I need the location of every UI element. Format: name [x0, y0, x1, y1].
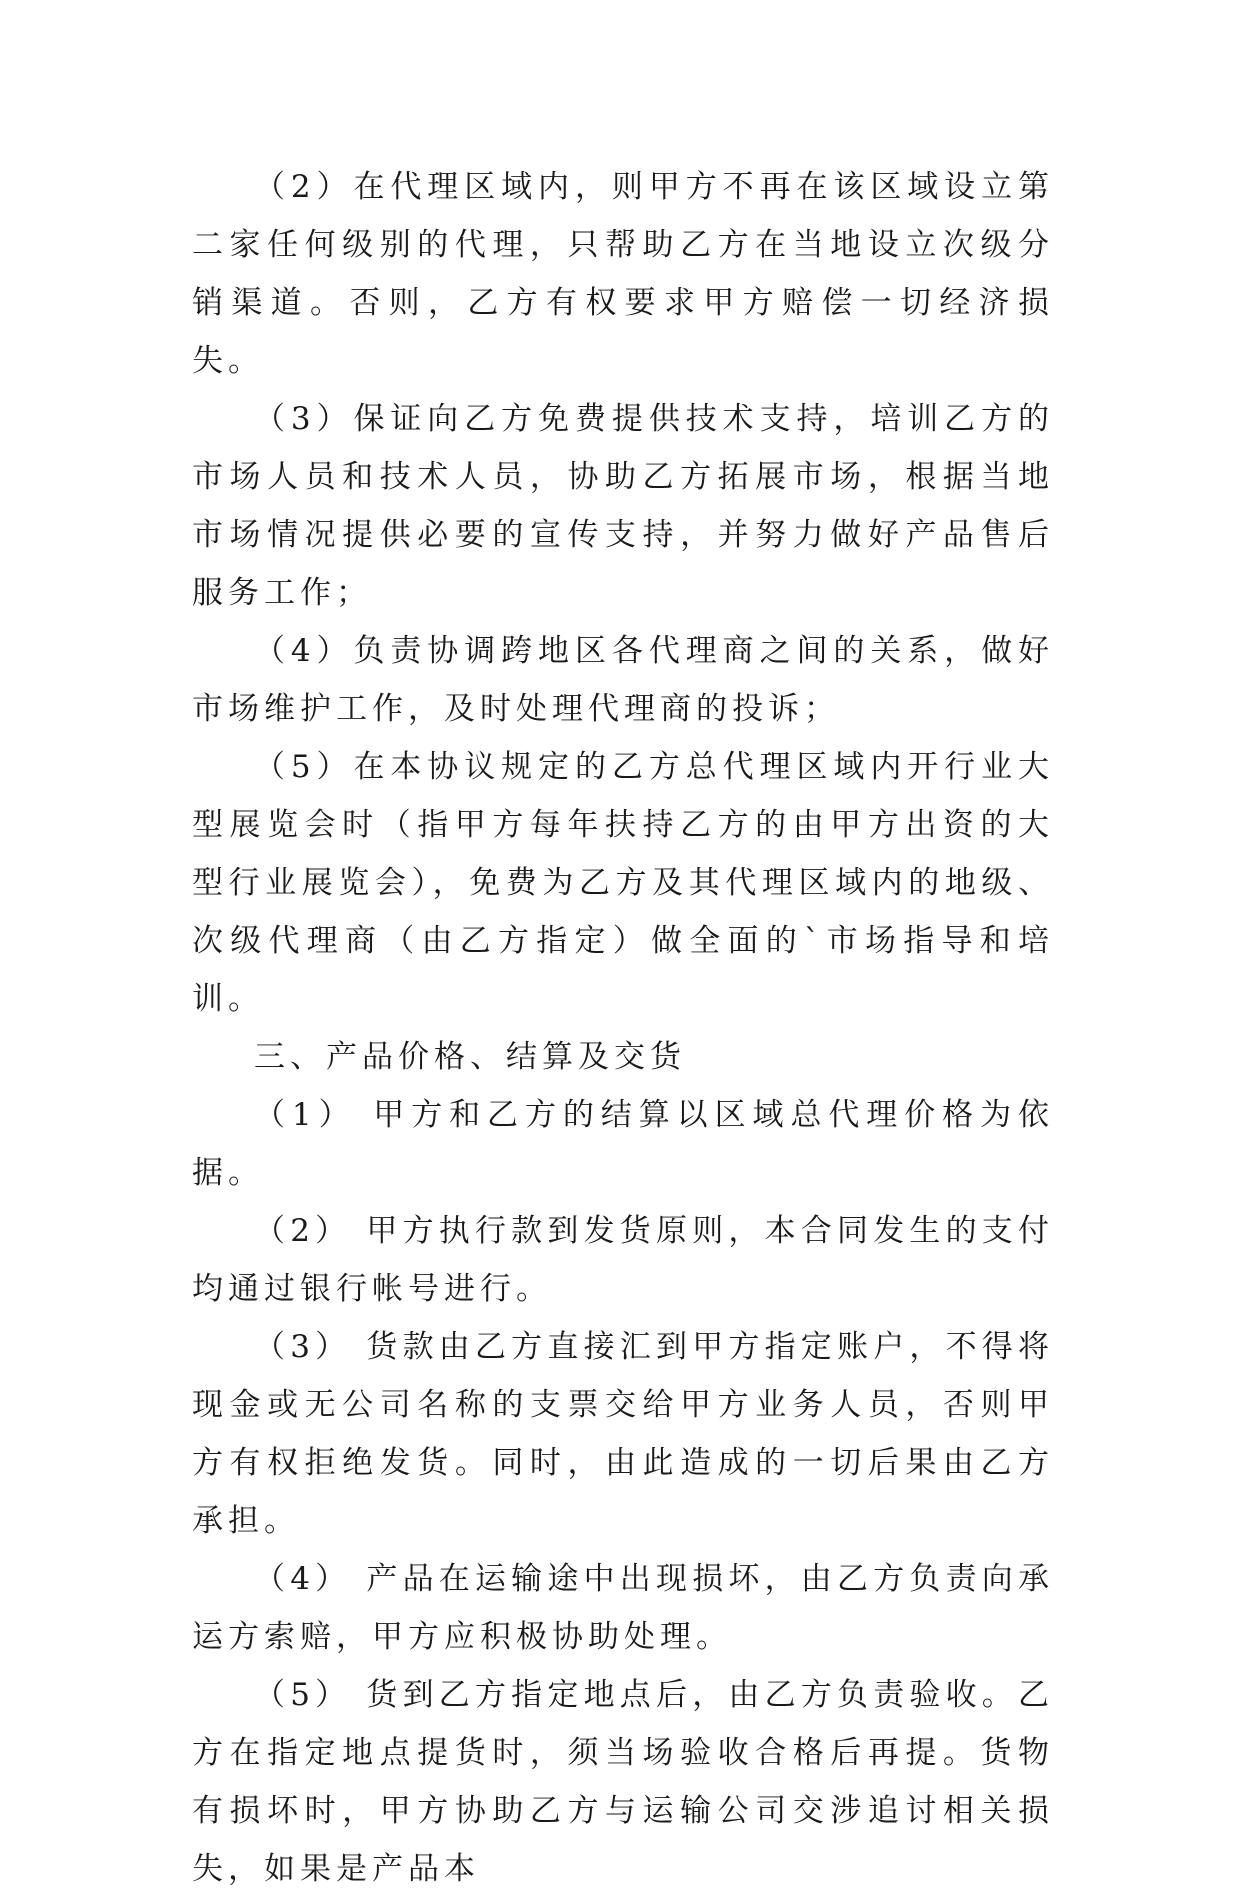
paragraph-transport-damage: （4） 产品在运输途中出现损坏，由乙方负责向承运方索赔，甲方应积极协助处理。 [192, 1561, 1054, 1655]
paragraph-technical-support: （3）保证向乙方免费提供技术支持，培训乙方的市场人员和技术人员，协助乙方拓展市场，根据当地市场情况提供必要的宣传支持，并努力做好产品售后服务工作； [192, 401, 1054, 611]
document-body [192, 158, 1054, 1898]
paragraph-acceptance: （5） 货到乙方指定地点后，由乙方负责验收。乙方在指定地点提货时，须当场验收合格后再提。货物有损坏时，甲方协助乙方与运输公司交涉追讨相关损失，如果是产品本 [192, 1677, 1054, 1887]
paragraph-settlement-basis: （1） 甲方和乙方的结算以区域总代理价格为依据。 [192, 1097, 1054, 1191]
paragraph-remittance: （3） 货款由乙方直接汇到甲方指定账户，不得将现金或无公司名称的支票交给甲方业务人员，否则甲方有权拒绝发货。同时，由此造成的一切后果由乙方承担。 [192, 1329, 1054, 1539]
paragraph-agency-exclusivity: （2）在代理区域内，则甲方不再在该区域设立第二家任何级别的代理，只帮助乙方在当地设立次级分销渠道。否则，乙方有权要求甲方赔偿一切经济损失。 [192, 169, 1054, 379]
paragraph-exhibition: （5）在本协议规定的乙方总代理区域内开行业大型展览会时（指甲方每年扶持乙方的由甲方出资的大型行业展览会），免费为乙方及其代理区域内的地级、次级代理商（由乙方指定）做全面的`市场指导和培训。 [192, 749, 1054, 1017]
paragraph-coordination: （4）负责协调跨地区各代理商之间的关系，做好市场维护工作，及时处理代理商的投诉； [192, 633, 1054, 727]
section-heading-pricing: 三、产品价格、结算及交货 [254, 1039, 686, 1075]
paragraph-payment-principle: （2） 甲方执行款到发货原则，本合同发生的支付均通过银行帐号进行。 [192, 1213, 1054, 1307]
